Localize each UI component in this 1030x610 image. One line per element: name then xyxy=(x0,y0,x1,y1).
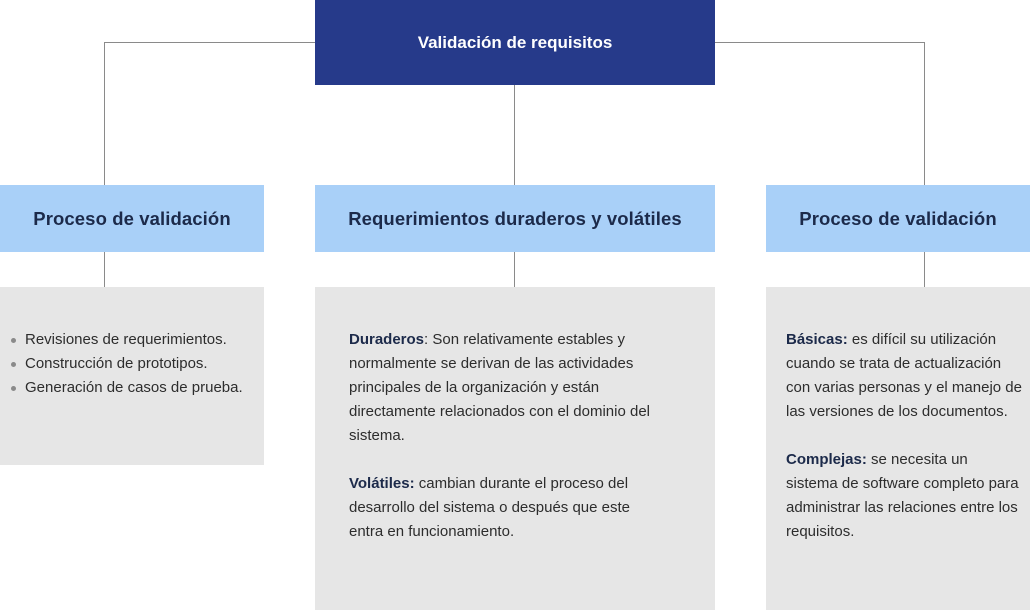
connector-root-right-h xyxy=(715,42,925,43)
bullet-icon xyxy=(11,386,16,391)
validation-list xyxy=(11,328,264,400)
heading-left xyxy=(0,185,264,252)
connector-right-head-content xyxy=(924,252,925,287)
heading-right xyxy=(766,185,1030,252)
list-item xyxy=(11,376,264,400)
term-basicas: Básicas: xyxy=(786,331,848,348)
heading-right-label: Proceso de validación xyxy=(799,207,997,229)
term-volatiles: Volátiles: xyxy=(349,475,415,492)
heading-left-label: Proceso de validación xyxy=(33,207,231,229)
paragraph-basicas xyxy=(786,328,1022,424)
connector-root-left-h xyxy=(104,42,315,43)
list-item xyxy=(11,328,264,352)
connector-center-head-content xyxy=(514,252,515,287)
bullet-icon xyxy=(11,338,16,343)
text-complejas: se necesita un sistema de software completo para administrar las relaciones entre los requisitos. xyxy=(786,451,1019,540)
content-left xyxy=(0,287,264,465)
connector-root-left-v xyxy=(104,42,105,185)
paragraph-complejas xyxy=(786,448,1022,544)
paragraph-duraderos xyxy=(349,328,657,448)
root-title: Validación de requisitos xyxy=(417,32,613,52)
term-duraderos: Duraderos xyxy=(349,331,425,348)
heading-center-label: Requerimientos duraderos y volátiles xyxy=(348,207,682,229)
root-node xyxy=(315,0,715,85)
heading-center xyxy=(315,185,715,252)
term-complejas: Complejas: xyxy=(786,451,867,468)
bullet-icon xyxy=(11,362,16,367)
text-volatiles: cambian durante el proceso del desarrollo del sistema o después que este entra en funcionamiento. xyxy=(349,475,631,540)
text-basicas: es difícil su utilización cuando se trata de actualización con varias personas y el manejo de las versiones de los documentos. xyxy=(786,331,1022,420)
content-right xyxy=(766,287,1030,610)
connector-root-center-v xyxy=(514,85,515,185)
list-item-text: Generación de casos de prueba. xyxy=(25,379,243,396)
list-item xyxy=(11,352,264,376)
text-duraderos: : Son relativamente estables y normalmente se derivan de las actividades principales de la organización y están directamente relacionados con el dominio del sistema. xyxy=(349,331,651,444)
content-center xyxy=(315,287,715,610)
paragraph-volatiles xyxy=(349,472,657,544)
connector-root-right-v xyxy=(924,42,925,185)
list-item-text: Construcción de prototipos. xyxy=(25,355,208,372)
list-item-text: Revisiones de requerimientos. xyxy=(25,331,227,348)
connector-left-head-content xyxy=(104,252,105,287)
